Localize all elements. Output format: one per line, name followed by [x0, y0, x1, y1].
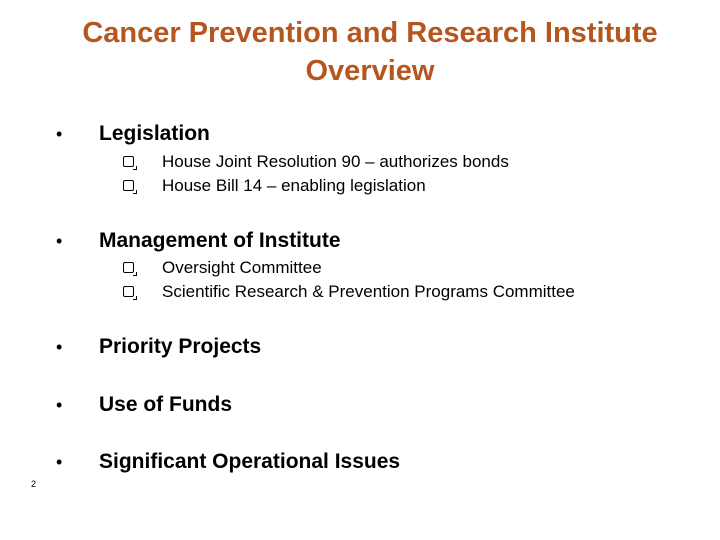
- page-number: 2: [31, 479, 37, 489]
- bullet-operational-issues: [0, 449, 720, 479]
- bullet-label: Priority Projects: [99, 335, 262, 358]
- slide-title: [0, 14, 720, 90]
- bullet-use-of-funds: [0, 392, 720, 422]
- sub-item-label: House Bill 14 – enabling legislation: [162, 176, 426, 195]
- sub-item-oversight-committee: [0, 257, 720, 281]
- bullet-label: Use of Funds: [99, 393, 233, 416]
- square-checkbox-icon: [123, 286, 134, 297]
- bullet-label: Legislation: [99, 122, 210, 145]
- bullet-label: Significant Operational Issues: [99, 450, 401, 473]
- square-checkbox-icon: [123, 262, 134, 273]
- bullet-label: Management of Institute: [99, 229, 341, 252]
- bullet-management: [0, 228, 720, 258]
- bullet-dot: •: [56, 231, 63, 251]
- bullet-dot: •: [56, 452, 63, 472]
- sub-item-label: Oversight Committee: [162, 258, 322, 277]
- bullet-dot: •: [56, 395, 63, 415]
- square-checkbox-icon: [123, 156, 134, 167]
- sub-item-house-bill: [0, 175, 720, 199]
- square-checkbox-icon: [123, 180, 134, 191]
- bullet-legislation: [0, 121, 720, 151]
- slide-title-line-1: Cancer Prevention and Research Institute: [82, 17, 658, 49]
- sub-item-house-joint-resolution: [0, 151, 720, 175]
- sub-item-research-committee: [0, 281, 720, 305]
- sub-item-label: Scientific Research & Prevention Programs Committee: [162, 282, 575, 301]
- slide-title-line-2: Overview: [305, 55, 435, 87]
- bullet-priority-projects: [0, 334, 720, 364]
- sub-item-label: House Joint Resolution 90 – authorizes bonds: [162, 152, 509, 171]
- bullet-dot: •: [56, 337, 63, 357]
- bullet-dot: •: [56, 124, 63, 144]
